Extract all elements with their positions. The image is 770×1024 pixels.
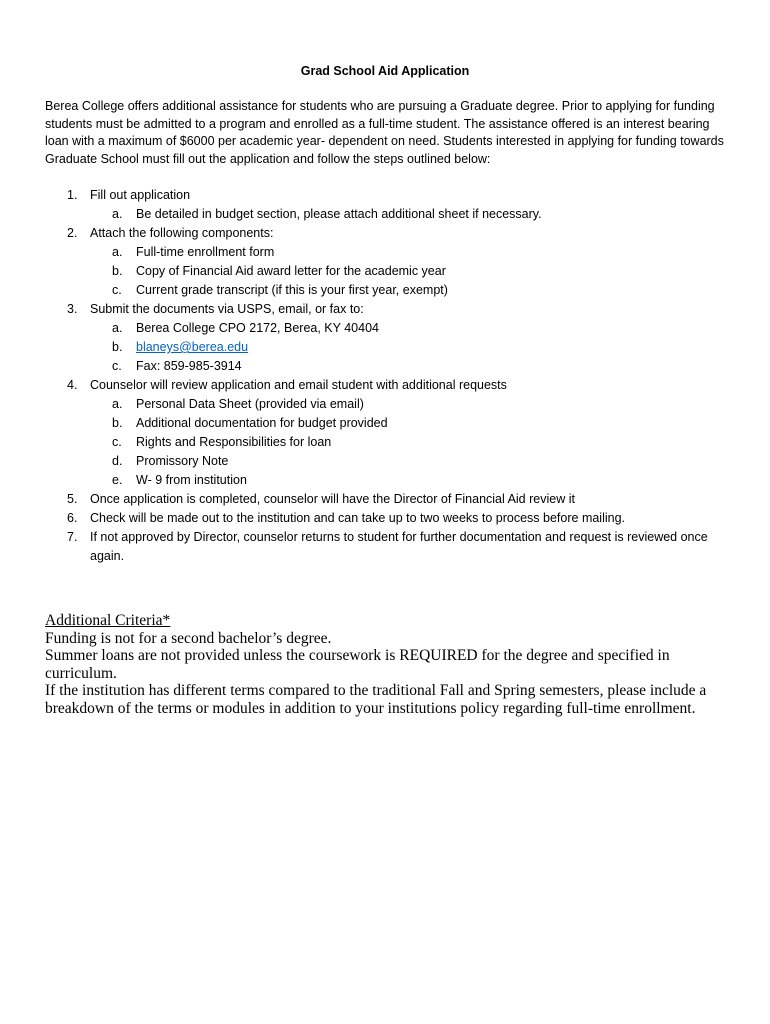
step-item	[45, 376, 735, 490]
steps-list	[45, 186, 735, 566]
step-item	[45, 509, 735, 528]
step-text: If not approved by Director, counselor returns to student for further documentation and request is reviewed once again.	[90, 530, 708, 563]
substeps-list	[90, 395, 735, 490]
substep-item	[90, 205, 735, 224]
substep-text: Current grade transcript (if this is your first year, exempt)	[136, 283, 448, 297]
substep-text: Promissory Note	[136, 454, 229, 468]
substep-text: Personal Data Sheet (provided via email)	[136, 397, 364, 411]
substeps-list	[90, 205, 735, 224]
substep-letter: b.	[112, 340, 123, 354]
step-number: 1.	[67, 188, 78, 202]
step-number: 5.	[67, 492, 78, 506]
step-text: Fill out application	[90, 188, 191, 202]
substep-text: Additional documentation for budget provided	[136, 416, 388, 430]
step-number: 4.	[67, 378, 78, 392]
substep-letter: d.	[112, 454, 123, 468]
substep-text: Be detailed in budget section, please attach additional sheet if necessary.	[136, 207, 542, 221]
step-item	[45, 224, 735, 300]
criteria-line: Summer loans are not provided unless the coursework is REQUIRED for the degree and specified in curriculum.	[45, 647, 670, 682]
substep-item	[90, 471, 735, 490]
additional-criteria	[45, 612, 735, 717]
substep-letter: a.	[112, 207, 123, 221]
substep-letter: b.	[112, 264, 123, 278]
step-text: Check will be made out to the institution and can take up to two weeks to process before mailing.	[90, 511, 626, 525]
step-number: 2.	[67, 226, 78, 240]
criteria-heading: Additional Criteria*	[45, 612, 171, 629]
step-text: Once application is completed, counselor will have the Director of Financial Aid review it	[90, 492, 575, 506]
substep-letter: a.	[112, 321, 123, 335]
substep-text: W- 9 from institution	[136, 473, 247, 487]
substep-item	[90, 433, 735, 452]
step-text: Submit the documents via USPS, email, or fax to:	[90, 302, 364, 316]
substep-item	[90, 338, 735, 357]
step-number: 3.	[67, 302, 78, 316]
step-text: Attach the following components:	[90, 226, 274, 240]
substep-item	[90, 319, 735, 338]
substep-text: Rights and Responsibilities for loan	[136, 435, 332, 449]
criteria-line: If the institution has different terms compared to the traditional Fall and Spring semesters, please include a breakdown of the terms or modules in addition to your institutions policy regarding full-time enrollment.	[45, 682, 707, 717]
substep-item	[90, 452, 735, 471]
step-number: 6.	[67, 511, 78, 525]
substep-letter: e.	[112, 473, 123, 487]
substeps-list	[90, 319, 735, 376]
substep-text: Fax: 859-985-3914	[136, 359, 242, 373]
substep-letter: c.	[112, 283, 122, 297]
substep-item	[90, 414, 735, 433]
substep-item	[90, 243, 735, 262]
substep-text: Full-time enrollment form	[136, 245, 275, 259]
step-item	[45, 186, 735, 224]
substep-text: Copy of Financial Aid award letter for the academic year	[136, 264, 446, 278]
substep-letter: c.	[112, 359, 122, 373]
step-item	[45, 490, 735, 509]
substep-letter: b.	[112, 416, 123, 430]
substep-item	[90, 357, 735, 376]
step-item	[45, 528, 735, 566]
substep-letter: a.	[112, 397, 123, 411]
step-item	[45, 300, 735, 376]
substep-item	[90, 281, 735, 300]
substep-letter: a.	[112, 245, 123, 259]
substep-text: Berea College CPO 2172, Berea, KY 40404	[136, 321, 379, 335]
substeps-list	[90, 243, 735, 300]
substep-item	[90, 262, 735, 281]
step-number: 7.	[67, 530, 78, 544]
criteria-line: Funding is not for a second bachelor’s degree.	[45, 629, 332, 647]
step-text: Counselor will review application and email student with additional requests	[90, 378, 507, 392]
substep-item	[90, 395, 735, 414]
email-link[interactable]: blaneys@berea.edu	[136, 340, 249, 354]
substep-letter: c.	[112, 435, 122, 449]
intro-paragraph: Berea College offers additional assistance for students who are pursuing a Graduate degree. Prior to applying for funding students must be admitted to a program and enrolled as a full-time student. The assistance offered is an interest bearing loan with a maximum of $6000 per academic year- dependent on need. Students interested in applying for funding towards Graduate School must fill out the application and follow the steps outlined below:	[45, 99, 724, 166]
page-title: Grad School Aid Application	[300, 64, 470, 78]
